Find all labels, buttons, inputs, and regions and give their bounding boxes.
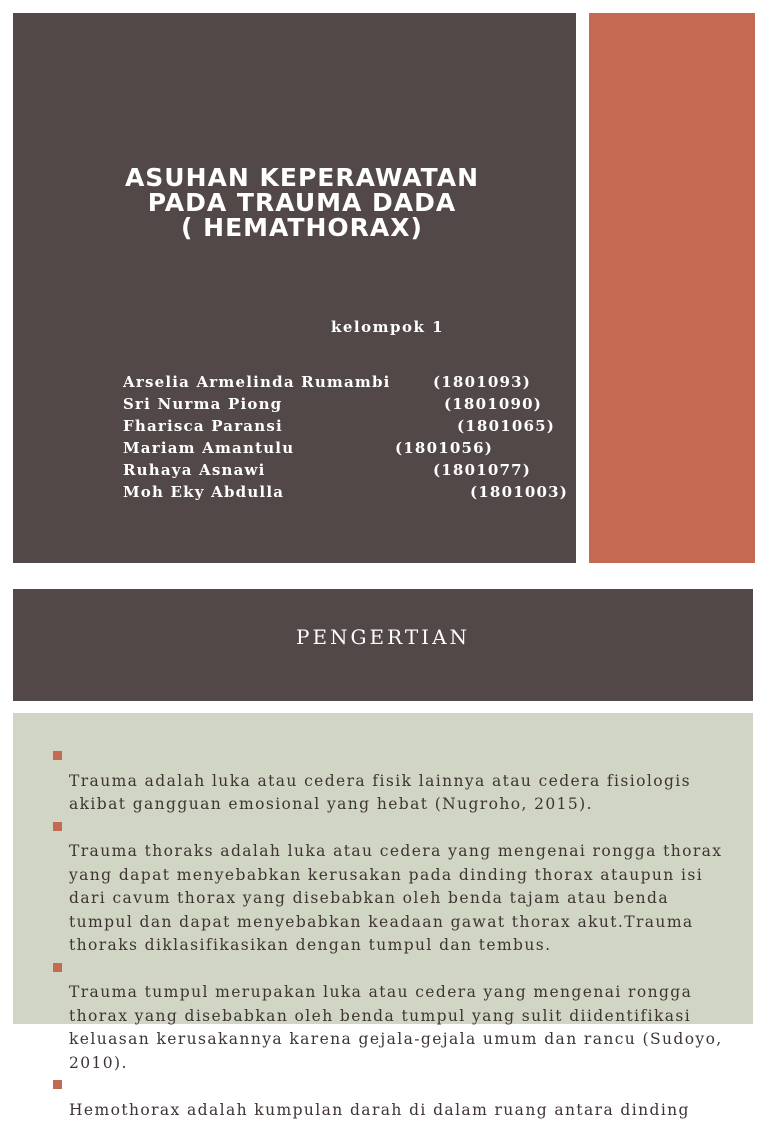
bullet-text: Trauma adalah luka atau cedera fisik lainnya atau cedera fisiologis akibat gangguan emosional yang hebat (Nugroho, 2015). [69,771,691,813]
member-list [123,371,569,503]
member-name: Sri Nurma Piong [123,395,283,413]
member-id: (1801003) [470,483,569,501]
member-name: Fharisca Paransi [123,417,283,435]
member-name: Ruhaya Asnawi [123,461,266,479]
square-bullet-icon [53,1080,62,1089]
group-label: kelompok 1 [331,318,445,336]
member-id: (1801093) [433,373,532,391]
member-name: Mariam Amantulu [123,439,295,457]
accent-panel [589,13,755,563]
bullet-text: Hemothorax adalah kumpulan darah di dalam ruang antara dinding [69,1100,690,1119]
square-bullet-icon [53,963,62,972]
member-name: Arselia Armelinda Rumambi [123,373,391,391]
member-name: Moh Eky Abdulla [123,483,285,501]
member-id: (1801056) [395,439,494,457]
square-bullet-icon [53,822,62,831]
slide-title: ASUHAN KEPERAWATAN PADA TRAUMA DADA ( HEMATHORAX) [124,163,480,242]
section-header [13,589,753,701]
bullet-text: Trauma thoraks adalah luka atau cedera yang mengenai rongga thorax yang dapat menyebabkan kerusakan pada dinding thorax ataupun isi dari cavum thorax yang disebabkan oleh benda tajam atau benda tumpul dan dapat menyebabkan keadaan gawat thorax akut.Trauma thoraks diklasifikasikan dengan tumpul dan tembus. [69,842,723,954]
bullet-item [53,958,743,1076]
member-row [123,371,553,393]
content-panel [13,713,753,1119]
bullet-list [53,746,743,1122]
member-id: (1801065) [457,417,556,435]
member-row [123,437,553,459]
member-row [123,415,556,437]
member-row [123,393,553,415]
bullet-item [53,746,743,817]
member-row [123,481,569,503]
member-id: (1801090) [444,395,543,413]
bullet-text: Trauma tumpul merupakan luka atau cedera yang mengenai rongga thorax yang disebabkan oleh benda tumpul yang sulit diidentifikasi keluasan kerusakannya karena gejala-gejala umum dan rancu (Sudoyo, 2010). [69,983,723,1072]
title-slide [13,13,576,563]
member-id: (1801077) [433,461,532,479]
bullet-item [53,817,743,958]
square-bullet-icon [53,751,62,760]
section-title: PENGERTIAN [295,625,471,649]
bullet-item [53,1075,743,1122]
member-row [123,459,553,481]
